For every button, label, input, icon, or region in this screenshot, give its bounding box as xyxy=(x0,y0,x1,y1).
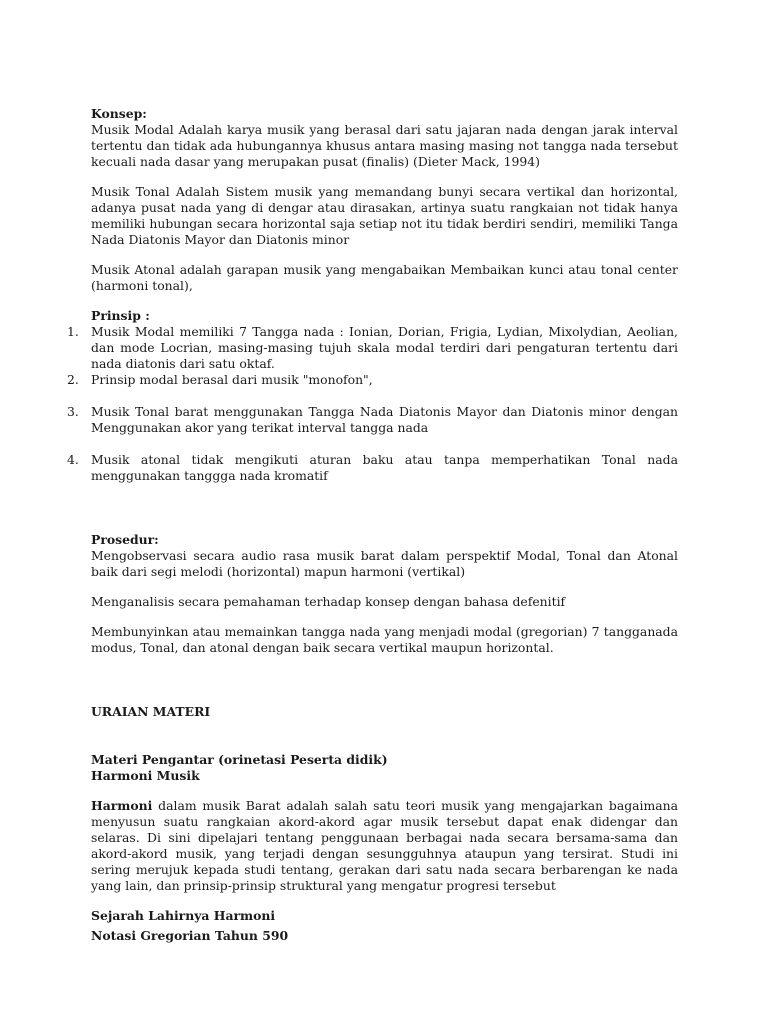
prinsip-heading: Prinsip : xyxy=(91,308,150,323)
konsep-paragraph-atonal: Musik Atonal adalah garapan musik yang mengabaikan Membaikan kunci atau tonal center (harmoni tonal), xyxy=(91,262,678,293)
harmoni-body-text: dalam musik Barat adalah salah satu teori musik yang mengajarkan bagaimana menyusun suatu rangkaian akord-akord agar musik tersebut dapat enak didengar dan selaras. Di sini dipelajari tentang penggunaan berbagai nada secara bersama-sama dan akord-akord musik, yang terjadi dengan sesungguhnya ataupun yang tersirat. Studi ini sering merujuk kepada studi tentang, gerakan dari satu nada secara berbarengan ke nada yang lain, dan prinsip-prinsip struktural yang mengatur progresi tersebut xyxy=(91,798,678,893)
list-item xyxy=(67,372,678,388)
list-item-text: Musik Modal memiliki 7 Tangga nada : Ionian, Dorian, Frigia, Lydian, Mixolydian, Aeolian, dan mode Locrian, masing-masing tujuh skala modal terdiri dari pengaturan tertentu dari nada diatonis dari satu oktaf. xyxy=(91,324,678,371)
konsep-paragraph-modal: Musik Modal Adalah karya musik yang berasal dari satu jajaran nada dengan jarak interval tertentu dan tidak ada hubungannya khusus antara masing masing not tangga nada tersebut kecuali nada dasar yang merupakan pusat (finalis) (Dieter Mack, 1994) xyxy=(91,122,678,169)
list-item-text: Prinsip modal berasal dari musik "monofon", xyxy=(91,372,373,387)
list-item xyxy=(67,324,678,372)
list-item xyxy=(67,404,678,436)
materi-pengantar-heading: Materi Pengantar (orinetasi Peserta didik) xyxy=(91,752,388,767)
prosedur-paragraph-membunyikan: Membunyinkan atau memainkan tangga nada yang menjadi modal (gregorian) 7 tangganada modus, Tonal, dan atonal dengan baik secara vertikal maupun horizontal. xyxy=(91,624,678,655)
uraian-materi-heading: URAIAN MATERI xyxy=(91,704,211,719)
list-item-text: Musik atonal tidak mengikuti aturan baku atau tanpa memperhatikan Tonal nada menggunakan tanggga nada kromatif xyxy=(91,452,678,483)
list-item-number: 1. xyxy=(67,324,79,339)
konsep-paragraph-tonal: Musik Tonal Adalah Sistem musik yang memandang bunyi secara vertikal dan horizontal, adanya pusat nada yang di dengar atau dirasakan, artinya suatu rangkaian not tidak hanya memiliki hubungan secara horizontal saja setiap not itu tidak berdiri sendiri, memiliki Tanga Nada Diatonis Mayor dan Diatonis minor xyxy=(91,184,678,247)
prinsip-list xyxy=(67,324,678,484)
prosedur-heading: Prosedur: xyxy=(91,532,159,547)
harmoni-musik-heading: Harmoni Musik xyxy=(91,768,200,783)
list-item-number: 4. xyxy=(67,452,79,467)
list-item-text: Musik Tonal barat menggunakan Tangga Nada Diatonis Mayor dan Diatonis minor dengan Menggunakan akor yang terikat interval tangga nada xyxy=(91,404,678,435)
list-item-number: 3. xyxy=(67,404,79,419)
sejarah-heading: Sejarah Lahirnya Harmoni xyxy=(91,908,276,923)
prosedur-paragraph-observasi: Mengobservasi secara audio rasa musik barat dalam perspektif Modal, Tonal dan Atonal baik dari segi melodi (horizontal) mapun harmoni (vertikal) xyxy=(91,548,678,579)
document-page xyxy=(67,106,678,944)
list-item xyxy=(67,452,678,484)
notasi-gregorian-heading: Notasi Gregorian Tahun 590 xyxy=(91,928,289,943)
harmoni-paragraph xyxy=(91,798,678,894)
konsep-heading: Konsep: xyxy=(91,106,147,121)
list-item-number: 2. xyxy=(67,372,79,387)
prosedur-paragraph-analisis: Menganalisis secara pemahaman terhadap konsep dengan bahasa defenitif xyxy=(91,594,566,609)
harmoni-lead-bold: Harmoni xyxy=(91,798,153,813)
